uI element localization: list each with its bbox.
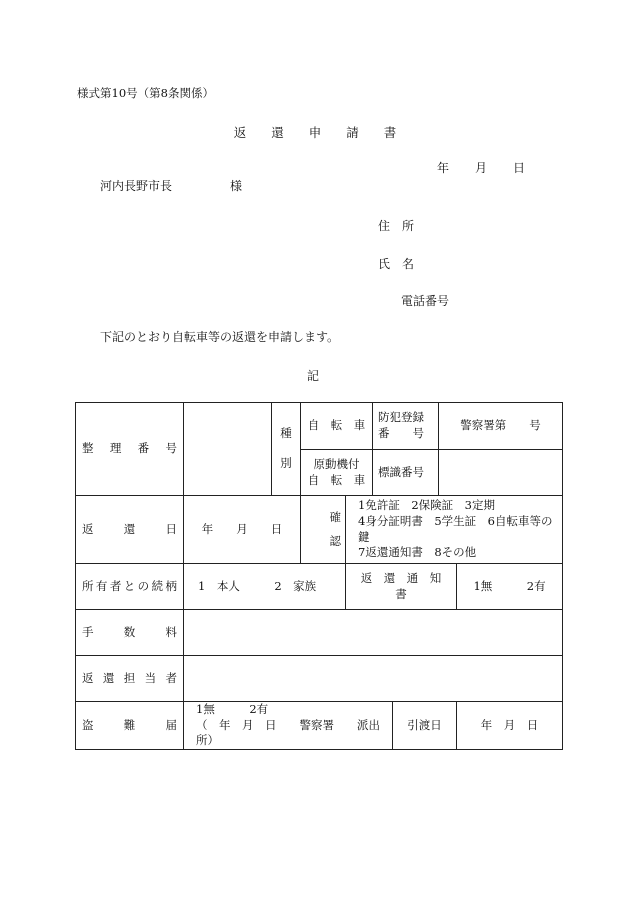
reg-number-label: 整 理 番 号: [76, 403, 184, 496]
type-label: 種 別: [272, 403, 301, 496]
bicycle-label: 自 転 車: [301, 403, 373, 450]
notice-value[interactable]: 1無 2有: [457, 564, 563, 610]
confirm-line-2: 4身分証明書 5学生証 6自転車等の鍵: [358, 513, 553, 544]
confirm-line-3: 7返還通知書 8その他: [358, 545, 477, 560]
date-month: 月: [475, 161, 488, 175]
sign-number-label: 標識番号: [373, 450, 439, 496]
notice-label: 返 還 通 知 書: [346, 564, 457, 610]
address-label: 住 所: [378, 219, 415, 233]
date-year: 年: [437, 161, 450, 175]
crime-reg-label: 防犯登録 番 号: [373, 403, 439, 450]
delivery-label: 引渡日: [393, 702, 457, 750]
relation-label: 所有者との続柄: [76, 564, 184, 610]
fee-label: 手 数 料: [76, 610, 184, 656]
sign-number-field[interactable]: [439, 450, 563, 496]
confirm-documents: [346, 496, 563, 564]
theft-report[interactable]: [184, 702, 393, 750]
reg-number-field[interactable]: [184, 403, 272, 496]
theft-label: 盗 難 届: [76, 702, 184, 750]
form-number: 様式第10号（第8条関係）: [77, 86, 214, 100]
honorific: 様: [230, 179, 243, 193]
police-station-number[interactable]: 警察署第 号: [439, 403, 563, 450]
theft-line-2: （ 年 月 日 警察署 派出所）: [196, 717, 380, 748]
addressee: [100, 177, 242, 194]
date-day: 日: [513, 161, 526, 175]
name-label: 氏 名: [378, 257, 415, 271]
ki-heading: 記: [307, 369, 320, 383]
date-line: [437, 159, 525, 176]
lead-text: 下記のとおり自転車等の返還を申請します。: [100, 330, 340, 344]
moped-label: 原動機付 自 転 車: [301, 450, 373, 496]
phone-label: 電話番号: [401, 294, 450, 308]
return-date-label: 返 還 日: [76, 496, 184, 564]
delivery-value[interactable]: 年 月 日: [457, 702, 563, 750]
confirm-line-1: 1免許証 2保険証 3定期: [358, 498, 495, 513]
return-date-value[interactable]: 年 月 日: [184, 496, 301, 564]
addressee-name: 河内長野市長: [100, 179, 173, 193]
theft-line-1: 1無 2有: [196, 702, 269, 716]
confirm-label: 確 認: [301, 496, 346, 564]
fee-field[interactable]: [184, 610, 563, 656]
staff-field[interactable]: [184, 656, 563, 702]
document-title: 返 還 申 請 書: [233, 125, 397, 140]
return-application-table: [75, 402, 563, 750]
staff-label: 返還担当者: [76, 656, 184, 702]
relation-value[interactable]: 1 本人 2 家族: [184, 564, 346, 610]
